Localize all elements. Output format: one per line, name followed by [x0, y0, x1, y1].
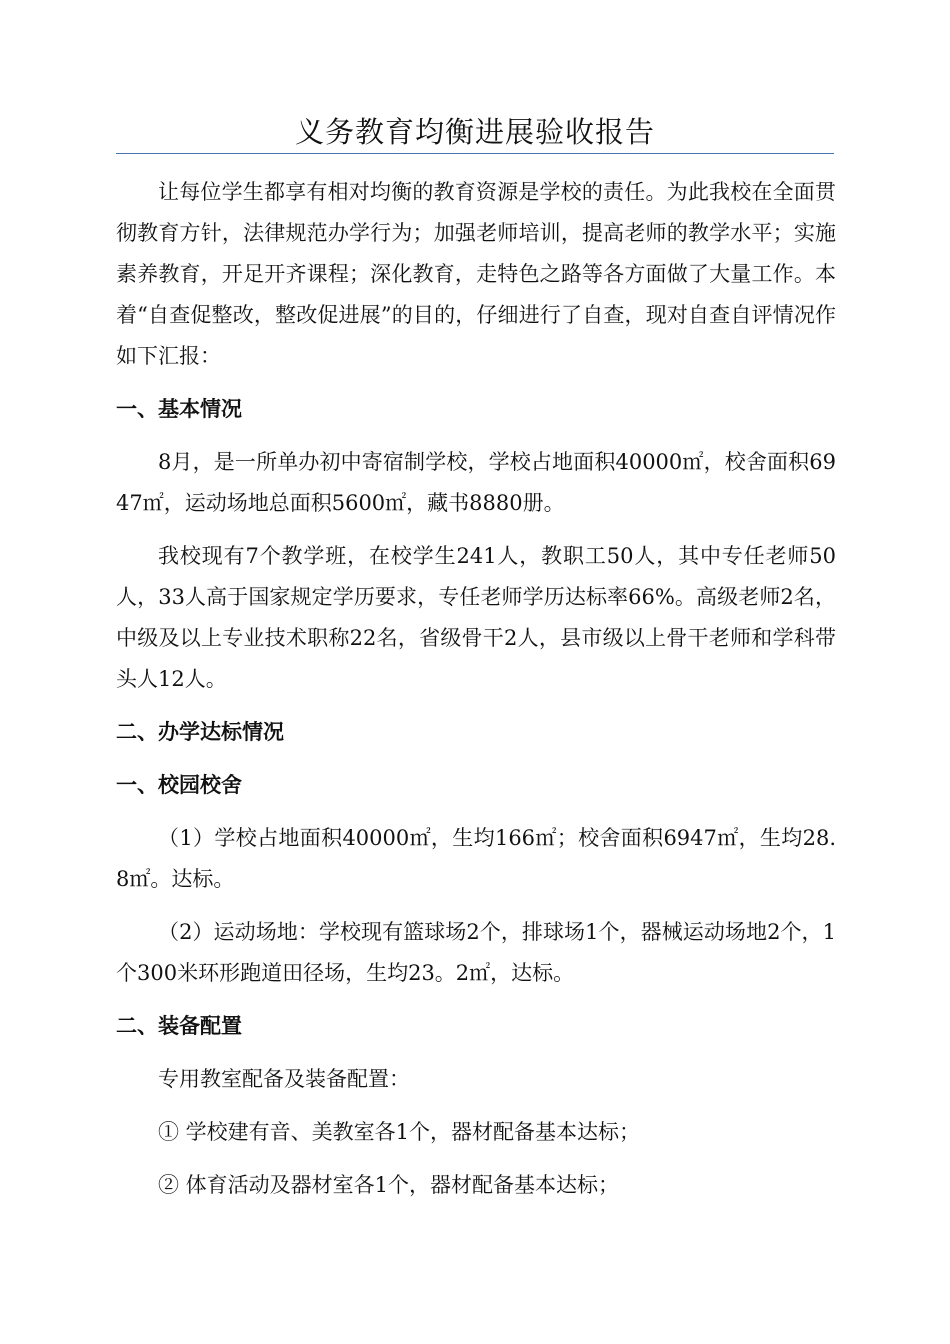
section-heading-standards: 二、办学达标情况 — [116, 720, 284, 744]
title-underline — [116, 153, 834, 154]
equipment-paragraph: 专用教室配备及装备配置： — [158, 1067, 410, 1091]
campus-paragraph-2: （2）运动场地：学校现有篮球场2个，排球场1个，器械运动场地2个，1个300米环形跑道田径场，生均23。2㎡，达标。 — [116, 920, 836, 985]
equipment-list-item-1: ① 学校建有音、美教室各1个，器材配备基本达标； — [158, 1120, 641, 1144]
document-title: 义务教育均衡进展验收报告 — [294, 115, 655, 149]
equipment-list-item-2: ② 体育活动及器材室各1个，器材配备基本达标； — [158, 1173, 620, 1197]
intro-paragraph: 让每位学生都享有相对均衡的教育资源是学校的责任。为此我校在全面贯彻教育方针，法律规范办学行为；加强老师培训，提高老师的教学水平；实施素养教育，开足开齐课程；深化教育，走特色之路等各方面做了大量工作。本着“自查促整改，整改促进展”的目的，仔细进行了自查，现对自查自评情况作如下汇报： — [116, 180, 836, 368]
campus-paragraph-1: （1）学校占地面积40000㎡，生均166㎡；校舍面积6947㎡，生均28.8㎡。达标。 — [116, 826, 836, 891]
basic-info-paragraph-2: 我校现有7个教学班，在校学生241人，教职工50人，其中专任老师50人，33人高于国家规定学历要求，专任老师学历达标率66%。高级老师2名，中级及以上专业技术职称22名，省级骨干2人，县市级以上骨干老师和学科带头人12人。 — [116, 544, 836, 691]
document-body — [116, 172, 836, 1218]
basic-info-paragraph-1: 8月，是一所单办初中寄宿制学校，学校占地面积40000㎡，校舍面积6947㎡，运动场地总面积5600㎡，藏书8880册。 — [116, 450, 836, 515]
subsection-heading-equipment: 二、装备配置 — [116, 1014, 242, 1038]
subsection-heading-campus: 一、校园校舍 — [116, 773, 242, 797]
section-heading-basic-info: 一、基本情况 — [116, 397, 242, 421]
